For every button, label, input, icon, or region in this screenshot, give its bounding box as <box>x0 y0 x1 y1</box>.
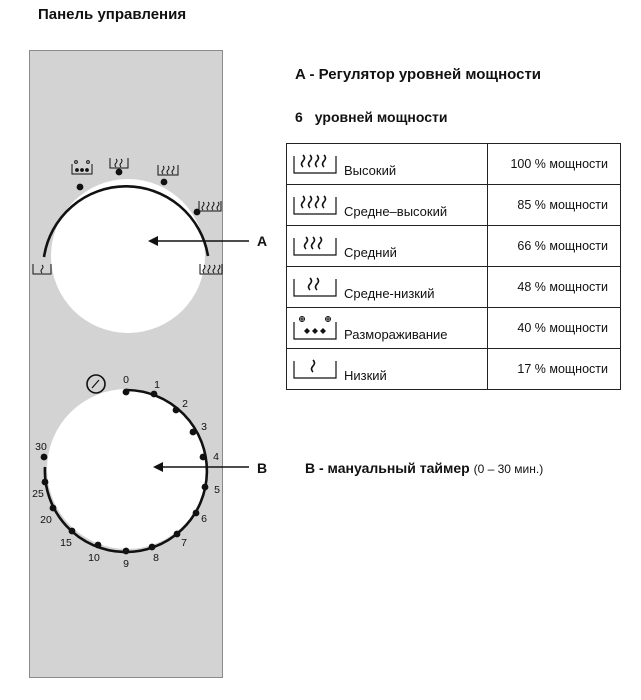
heat-3-waves-icon <box>158 165 178 175</box>
power-level-percent: 100 % мощности <box>488 144 621 185</box>
heat-3-waves-icon <box>292 233 338 259</box>
power-level-name-cell <box>287 349 488 390</box>
callout-label-a: A <box>257 233 268 249</box>
timer-tick-dot <box>173 407 180 414</box>
power-level-row <box>287 185 621 226</box>
power-level-name-cell <box>287 144 488 185</box>
power-level-name: Размораживание <box>344 326 448 342</box>
power-levels-heading <box>295 109 447 125</box>
timer-tick-label: 25 <box>32 488 44 500</box>
power-level-name: Средний <box>344 244 397 260</box>
power-level-name-cell <box>287 308 488 349</box>
timer-heading <box>305 460 543 476</box>
power-level-name-cell <box>287 185 488 226</box>
callout-label-b: B <box>257 460 268 476</box>
power-level-name: Высокий <box>344 162 397 178</box>
power-level-row <box>287 267 621 308</box>
heat-2-waves-icon <box>110 158 128 168</box>
timer-tick-dot <box>193 510 200 517</box>
defrost-icon <box>72 161 92 174</box>
timer-tick-dot <box>41 454 48 461</box>
timer-tick-dot <box>151 391 158 398</box>
levels-count: 6 <box>295 109 303 125</box>
power-level-row <box>287 144 621 185</box>
timer-tick-label: 6 <box>201 513 207 525</box>
power-level-name: Низкий <box>344 367 387 383</box>
timer-tick-label: 7 <box>181 537 187 549</box>
power-regulator-heading: A - Регулятор уровней мощности <box>295 66 542 83</box>
timer-tick-label: 5 <box>214 484 220 496</box>
timer-tick-dot <box>202 484 209 491</box>
timer-tick-dot <box>123 389 130 396</box>
timer-tick-dot <box>149 544 156 551</box>
timer-tick-dot <box>123 548 130 555</box>
heat-1-wave-icon <box>33 264 51 274</box>
timer-tick-label: 3 <box>201 421 207 433</box>
timer-tick-dot <box>69 528 76 535</box>
timer-tick-dot <box>95 542 102 549</box>
timer-range: (0 – 30 мин.) <box>473 462 544 476</box>
heat-4-waves-icon <box>199 201 221 211</box>
heat-1-wave-icon <box>292 356 338 382</box>
timer-tick-label: 1 <box>154 379 160 391</box>
timer-label: B - мануальный таймер <box>305 460 470 476</box>
power-level-row <box>287 308 621 349</box>
timer-tick-label: 30 <box>35 441 47 453</box>
page-title: Панель управления <box>38 6 187 23</box>
timer-tick-dot <box>174 531 181 538</box>
timer-tick-dot <box>190 429 197 436</box>
power-level-percent: 17 % мощности <box>488 349 621 390</box>
timer-tick-label: 10 <box>88 552 100 564</box>
timer-tick-dot <box>50 505 57 512</box>
timer-tick-dot <box>200 454 207 461</box>
power-level-name: Средне–высокий <box>344 203 448 219</box>
timer-tick-dot <box>42 479 49 486</box>
timer-tick-label: 2 <box>182 398 188 410</box>
power-level-percent: 48 % мощности <box>488 267 621 308</box>
power-knob[interactable] <box>51 179 205 333</box>
timer-tick-label: 4 <box>213 451 219 463</box>
power-level-percent: 85 % мощности <box>488 185 621 226</box>
power-level-name: Средне-низкий <box>344 285 435 301</box>
timer-clock-icon <box>87 375 105 393</box>
timer-tick-label: 15 <box>60 537 72 549</box>
heat-4-waves-icon <box>292 192 338 218</box>
power-level-row <box>287 349 621 390</box>
timer-tick-label: 8 <box>153 552 159 564</box>
power-level-name-cell <box>287 267 488 308</box>
power-level-row <box>287 226 621 267</box>
timer-tick-label: 0 <box>123 374 129 386</box>
power-levels-table <box>286 143 621 390</box>
timer-tick-label: 9 <box>123 558 129 570</box>
power-level-percent: 40 % мощности <box>488 308 621 349</box>
defrost-icon <box>292 315 338 341</box>
power-level-percent: 66 % мощности <box>488 226 621 267</box>
timer-tick-label: 20 <box>40 514 52 526</box>
heat-2-waves-icon <box>292 274 338 300</box>
heat-4-waves-icon <box>292 151 338 177</box>
power-level-name-cell <box>287 226 488 267</box>
levels-label: уровней мощности <box>314 109 448 125</box>
